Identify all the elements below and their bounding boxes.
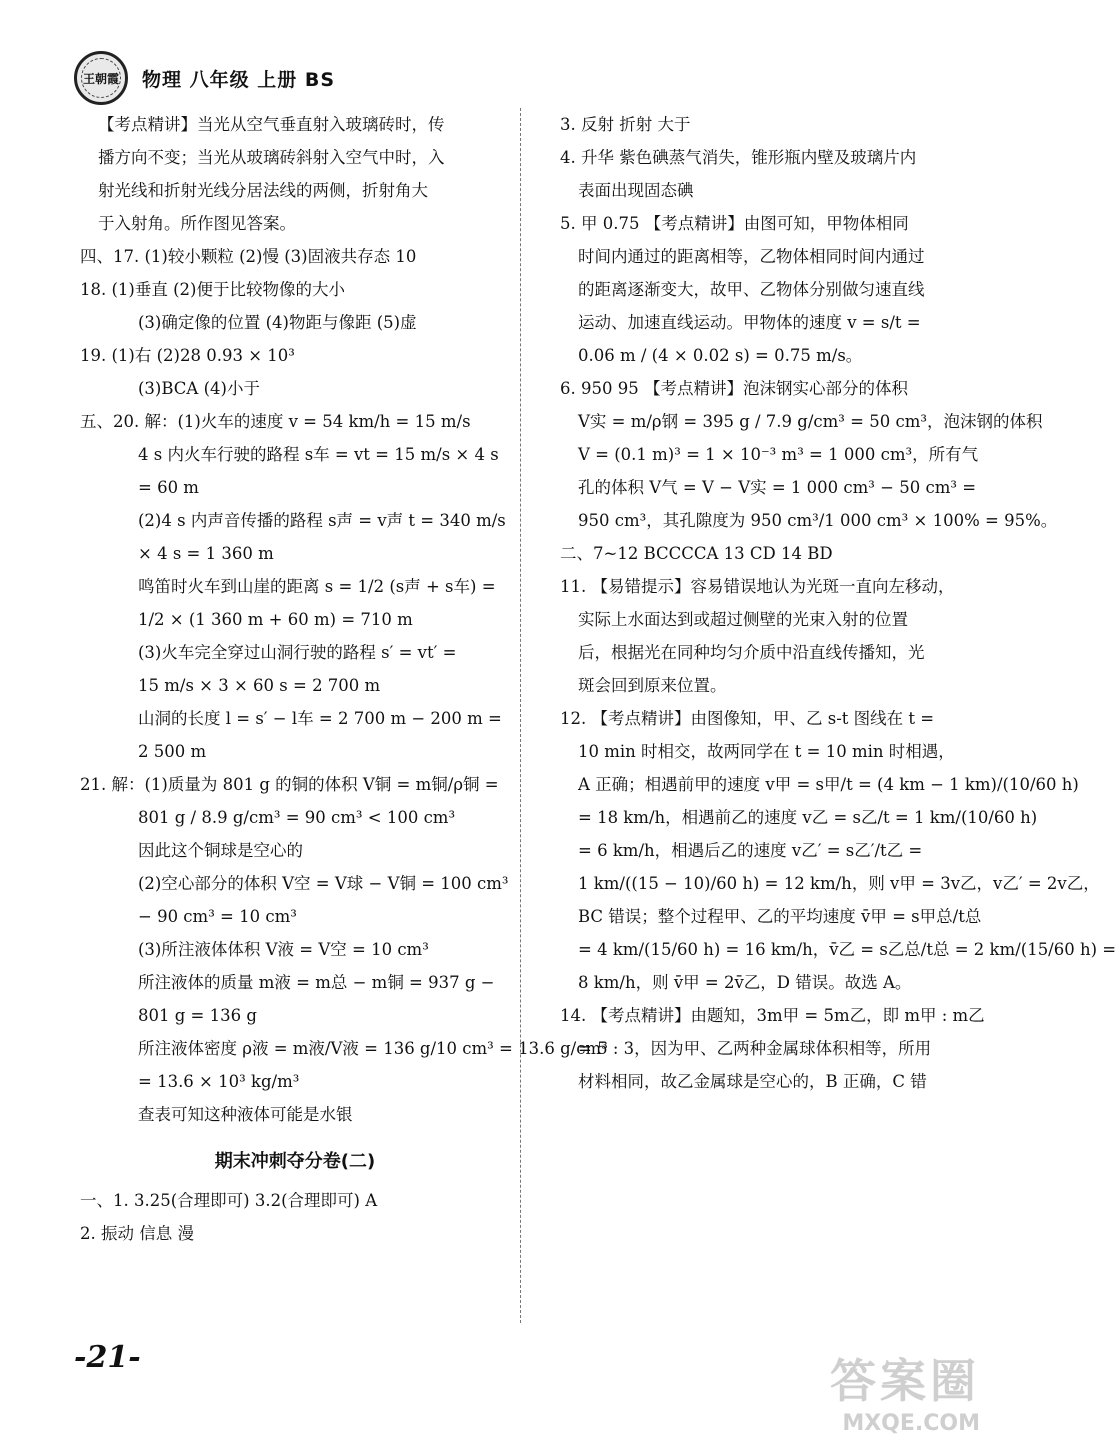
answer-line: 19. (1)右 (2)28 0.93 × 10³ [80, 346, 295, 365]
answer-line: × 4 s = 1 360 m [138, 544, 274, 563]
answer-line: (2)4 s 内声音传播的路程 s声 = v声 t = 340 m/s [138, 511, 506, 530]
answer-line: 实际上水面达到或超过侧壁的光束入射的位置 [578, 610, 908, 629]
watermark [830, 1345, 980, 1436]
answer-line: 查表可知这种液体可能是水银 [138, 1105, 353, 1124]
column-divider [520, 108, 521, 1323]
answer-line: 14. 【考点精讲】由题知，3m甲 = 5m乙，即 m甲 : m乙 [560, 1006, 985, 1025]
answer-line: BC 错误；整个过程甲、乙的平均速度 v̄甲 = s甲总/t总 [578, 907, 982, 926]
answer-line: 的距离逐渐变大，故甲、乙物体分别做匀速直线 [578, 280, 925, 299]
answer-line: 射光线和折射光线分居法线的两侧，折射角大 [98, 181, 428, 200]
answer-line: 四、17. (1)较小颗粒 (2)慢 (3)固液共存态 10 [80, 247, 417, 266]
answer-line: 18. (1)垂直 (2)便于比较物像的大小 [80, 280, 345, 299]
answer-line: − 90 cm³ = 10 cm³ [138, 907, 297, 926]
answer-line: 950 cm³，其孔隙度为 950 cm³/1 000 cm³ × 100% = 95%。 [578, 511, 1058, 530]
answer-line: 4 s 内火车行驶的路程 s车 = vt = 15 m/s × 4 s [138, 445, 499, 464]
answer-line: 斑会回到原来位置。 [578, 676, 727, 695]
answer-line: 一、1. 3.25(合理即可) 3.2(合理即可) A [80, 1191, 378, 1210]
answer-line: 10 min 时相交，故两同学在 t = 10 min 时相遇， [578, 742, 955, 761]
answer-line: (3)火车完全穿过山洞行驶的路程 s′ = vt′ = [138, 643, 457, 662]
answer-line: (2)空心部分的体积 V空 = V球 − V铜 = 100 cm³ [138, 874, 509, 893]
answer-line: 孔的体积 V气 = V − V实 = 1 000 cm³ − 50 cm³ = [578, 478, 977, 497]
answer-line: V = (0.1 m)³ = 1 × 10⁻³ m³ = 1 000 cm³，所有气 [578, 445, 979, 464]
answer-line: 所注液体的质量 m液 = m总 − m铜 = 937 g − [138, 973, 495, 992]
answer-line: 801 g = 136 g [138, 1006, 257, 1025]
answer-line: 12. 【考点精讲】由图像知，甲、乙 s-t 图线在 t = [560, 709, 935, 728]
answer-line: = 60 m [138, 478, 199, 497]
answer-line: A 正确；相遇前甲的速度 v甲 = s甲/t = (4 km − 1 km)/(10/60 h) [578, 775, 1079, 794]
answer-line: (3)BCA (4)小于 [138, 379, 260, 398]
answer-line: 表面出现固态碘 [578, 181, 694, 200]
section-title: 期末冲刺夺分卷(二) [214, 1151, 376, 1172]
answer-line: 5. 甲 0.75 【考点精讲】由图可知，甲物体相同 [560, 214, 909, 233]
answer-line: 后，根据光在同种均匀介质中沿直线传播知，光 [578, 643, 925, 662]
answer-line: = 6 km/h，相遇后乙的速度 v乙′ = s乙′/t乙 = [578, 841, 923, 860]
answer-line: = 13.6 × 10³ kg/m³ [138, 1072, 300, 1091]
watermark-logo-text: 答案圈 [830, 1354, 980, 1408]
answer-line: 二、7~12 BCCCCA 13 CD 14 BD [560, 544, 833, 563]
left-column [80, 108, 608, 1250]
answer-line: 所注液体密度 ρ液 = m液/V液 = 136 g/10 cm³ = 13.6 g/cm³ [138, 1039, 608, 1058]
header-title: 物理 八年级 上册 BS [142, 68, 336, 91]
answer-line: 3. 反射 折射 大于 [560, 115, 691, 134]
answer-line: 鸣笛时火车到山崖的距离 s = 1/2 (s声 + s车) = [138, 577, 496, 596]
answer-line: V实 = m/ρ钢 = 395 g / 7.9 g/cm³ = 50 cm³，泡沫钢的体积 [578, 412, 1043, 431]
answer-line: 15 m/s × 3 × 60 s = 2 700 m [138, 676, 381, 695]
answer-line: 播方向不变；当光从玻璃砖斜射入空气中时，入 [98, 148, 445, 167]
answer-line: 1/2 × (1 360 m + 60 m) = 710 m [138, 610, 413, 629]
answer-line: = 5 : 3，因为甲、乙两种金属球体积相等，所用 [578, 1039, 932, 1058]
answer-line: 五、20. 解：(1)火车的速度 v = 54 km/h = 15 m/s [80, 412, 471, 431]
answer-line: (3)所注液体体积 V液 = V空 = 10 cm³ [138, 940, 429, 959]
answer-line: 材料相同，故乙金属球是空心的，B 正确，C 错 [578, 1072, 927, 1091]
page-number: -21- [74, 1340, 141, 1375]
right-column [560, 108, 1116, 1098]
answer-line: 801 g / 8.9 g/cm³ = 90 cm³ < 100 cm³ [138, 808, 456, 827]
publisher-logo-icon: 王朝霞 [74, 51, 128, 105]
answer-line: 【考点精讲】当光从空气垂直射入玻璃砖时，传 [98, 115, 445, 134]
answer-line: 1 km/((15 − 10)/60 h) = 12 km/h，则 v甲 = 3v乙，v乙′ = 2v乙， [578, 874, 1100, 893]
answer-line: 0.06 m / (4 × 0.02 s) = 0.75 m/s。 [578, 346, 863, 365]
watermark-url: MXQE.COM [842, 1411, 980, 1436]
answer-line: 8 km/h，则 v̄甲 = 2v̄乙，D 错误。故选 A。 [578, 973, 912, 992]
answer-line: 山洞的长度 l = s′ − l车 = 2 700 m − 200 m = [138, 709, 502, 728]
answer-line: 因此这个铜球是空心的 [138, 841, 303, 860]
answer-line: 2. 振动 信息 漫 [80, 1224, 194, 1243]
page-header [74, 48, 335, 108]
answer-line: 4. 升华 紫色碘蒸气消失，锥形瓶内壁及玻璃片内 [560, 148, 917, 167]
answer-line: 6. 950 95 【考点精讲】泡沫钢实心部分的体积 [560, 379, 908, 398]
answer-line: 运动、加速直线运动。甲物体的速度 v = s/t = [578, 313, 921, 332]
answer-line: 于入射角。所作图见答案。 [98, 214, 296, 233]
answer-line: = 18 km/h，相遇前乙的速度 v乙 = s乙/t = 1 km/(10/60 h) [578, 808, 1038, 827]
answer-line: 21. 解：(1)质量为 801 g 的铜的体积 V铜 = m铜/ρ铜 = [80, 775, 499, 794]
answer-line: 11. 【易错提示】容易错误地认为光斑一直向左移动， [560, 577, 955, 596]
answer-line: 时间内通过的距离相等，乙物体相同时间内通过 [578, 247, 925, 266]
answer-line: (3)确定像的位置 (4)物距与像距 (5)虚 [138, 313, 417, 332]
answer-line: = 4 km/(15/60 h) = 16 km/h，v̄乙 = s乙总/t总 = 2 km/(15/60 h) = [578, 940, 1116, 959]
answer-line: 2 500 m [138, 742, 207, 761]
